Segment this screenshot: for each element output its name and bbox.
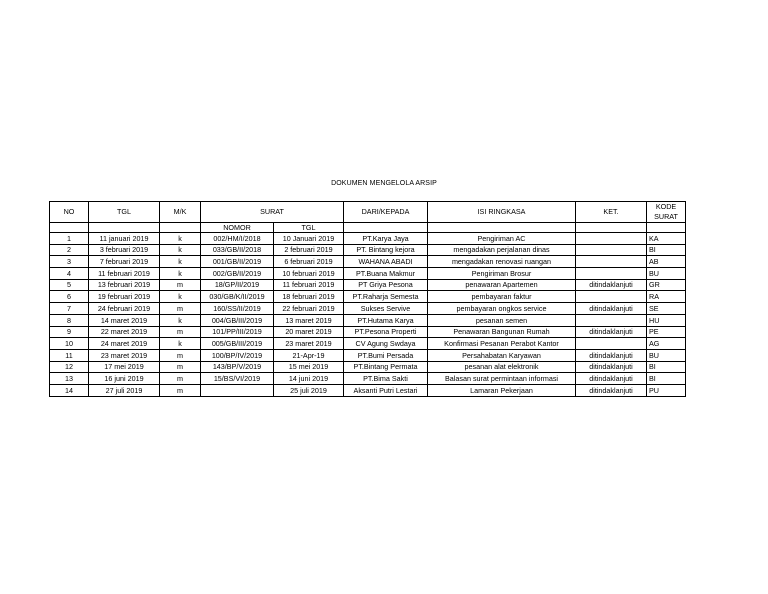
subheader-empty <box>160 223 201 233</box>
cell-dari-kepada: Aksanti Putri Lestari <box>344 384 428 396</box>
cell-tgl: 19 februari 2019 <box>89 291 160 303</box>
cell-dari-kepada: PT.Karya Jaya <box>344 233 428 245</box>
cell-tgl: 11 januari 2019 <box>89 233 160 245</box>
cell-mk: k <box>160 244 201 256</box>
subheader-empty <box>344 223 428 233</box>
cell-isi-ringkasa: mengadakan renovasi ruangan <box>428 256 576 268</box>
cell-surat-tgl: 11 februari 2019 <box>274 279 344 291</box>
cell-tgl: 13 februari 2019 <box>89 279 160 291</box>
cell-tgl: 11 februari 2019 <box>89 268 160 280</box>
cell-kode-surat: RA <box>647 291 686 303</box>
subheader-empty <box>50 223 89 233</box>
cell-ket <box>576 244 647 256</box>
subheader-empty <box>647 223 686 233</box>
cell-mk: k <box>160 268 201 280</box>
cell-surat-tgl: 10 Januari 2019 <box>274 233 344 245</box>
cell-kode-surat: PE <box>647 326 686 338</box>
cell-mk: k <box>160 338 201 350</box>
table-row <box>50 279 686 291</box>
cell-surat-tgl: 2 februari 2019 <box>274 244 344 256</box>
table-row <box>50 373 686 385</box>
cell-kode-surat: AB <box>647 256 686 268</box>
cell-nomor: 100/BP/IV/2019 <box>201 349 274 361</box>
cell-nomor: 004/GB/III/2019 <box>201 314 274 326</box>
table-row <box>50 384 686 396</box>
cell-tgl: 24 maret 2019 <box>89 338 160 350</box>
cell-nomor: 030/GB/K/II/2019 <box>201 291 274 303</box>
cell-tgl: 27 juli 2019 <box>89 384 160 396</box>
cell-ket: ditindaklanjuti <box>576 349 647 361</box>
cell-ket <box>576 314 647 326</box>
cell-nomor: 101/PP/III/2019 <box>201 326 274 338</box>
cell-ket: ditindaklanjuti <box>576 303 647 315</box>
cell-mk: m <box>160 279 201 291</box>
cell-dari-kepada: WAHANA ABADI <box>344 256 428 268</box>
table-row <box>50 244 686 256</box>
cell-tgl: 16 juni 2019 <box>89 373 160 385</box>
cell-isi-ringkasa: Konfirmasi Pesanan Perabot Kantor <box>428 338 576 350</box>
cell-no: 7 <box>50 303 89 315</box>
cell-ket: ditindaklanjuti <box>576 326 647 338</box>
cell-no: 14 <box>50 384 89 396</box>
cell-isi-ringkasa: Persahabatan Karyawan <box>428 349 576 361</box>
cell-ket: ditindaklanjuti <box>576 384 647 396</box>
header-surat: SURAT <box>201 202 344 223</box>
cell-surat-tgl: 6 februari 2019 <box>274 256 344 268</box>
table-row <box>50 361 686 373</box>
table-row <box>50 349 686 361</box>
table-row <box>50 303 686 315</box>
cell-kode-surat: AG <box>647 338 686 350</box>
cell-isi-ringkasa: pembayaran faktur <box>428 291 576 303</box>
cell-no: 10 <box>50 338 89 350</box>
cell-nomor: 033/GB/II/2018 <box>201 244 274 256</box>
cell-kode-surat: BI <box>647 373 686 385</box>
cell-dari-kepada: PT.Raharja Semesta <box>344 291 428 303</box>
cell-ket <box>576 256 647 268</box>
cell-dari-kepada: PT.Bintang Permata <box>344 361 428 373</box>
cell-ket <box>576 268 647 280</box>
cell-kode-surat: PU <box>647 384 686 396</box>
cell-isi-ringkasa: pembayaran ongkos service <box>428 303 576 315</box>
cell-no: 11 <box>50 349 89 361</box>
cell-isi-ringkasa: Pengiriman AC <box>428 233 576 245</box>
cell-kode-surat: BU <box>647 349 686 361</box>
document-title: DOKUMEN MENGELOLA ARSIP <box>331 180 437 187</box>
cell-kode-surat: BI <box>647 244 686 256</box>
cell-nomor: 18/GP/II/2019 <box>201 279 274 291</box>
cell-tgl: 17 mei 2019 <box>89 361 160 373</box>
cell-surat-tgl: 13 maret 2019 <box>274 314 344 326</box>
table-row <box>50 256 686 268</box>
subheader-empty <box>89 223 160 233</box>
cell-kode-surat: KA <box>647 233 686 245</box>
cell-tgl: 7 februari 2019 <box>89 256 160 268</box>
cell-nomor <box>201 384 274 396</box>
cell-tgl: 3 februari 2019 <box>89 244 160 256</box>
cell-dari-kepada: Sukses Servive <box>344 303 428 315</box>
table-row <box>50 291 686 303</box>
subheader-empty <box>576 223 647 233</box>
cell-dari-kepada: PT. Bintang kejora <box>344 244 428 256</box>
table-row <box>50 338 686 350</box>
cell-nomor: 005/GB/III/2019 <box>201 338 274 350</box>
cell-dari-kepada: PT.Bima Sakti <box>344 373 428 385</box>
cell-nomor: 002/HM/I/2018 <box>201 233 274 245</box>
header-surat-tgl: TGL <box>274 223 344 233</box>
cell-kode-surat: BI <box>647 361 686 373</box>
cell-no: 3 <box>50 256 89 268</box>
header-nomor: NOMOR <box>201 223 274 233</box>
cell-no: 12 <box>50 361 89 373</box>
cell-ket <box>576 291 647 303</box>
table-row <box>50 326 686 338</box>
cell-isi-ringkasa: Balasan surat permintaan informasi <box>428 373 576 385</box>
cell-mk: m <box>160 303 201 315</box>
header-row <box>50 202 686 223</box>
cell-no: 9 <box>50 326 89 338</box>
cell-surat-tgl: 22 februari 2019 <box>274 303 344 315</box>
header-kode-line2: SURAT <box>654 212 678 221</box>
cell-mk: m <box>160 326 201 338</box>
header-kode-surat <box>647 202 686 223</box>
cell-dari-kepada: PT.Bumi Persada <box>344 349 428 361</box>
cell-isi-ringkasa: Penawaran Bangunan Rumah <box>428 326 576 338</box>
cell-surat-tgl: 15 mei 2019 <box>274 361 344 373</box>
cell-isi-ringkasa: mengadakan perjalanan dinas <box>428 244 576 256</box>
cell-dari-kepada: PT.Hutama Karya <box>344 314 428 326</box>
cell-no: 6 <box>50 291 89 303</box>
cell-mk: m <box>160 361 201 373</box>
cell-surat-tgl: 18 februari 2019 <box>274 291 344 303</box>
cell-tgl: 22 maret 2019 <box>89 326 160 338</box>
cell-surat-tgl: 25 juli 2019 <box>274 384 344 396</box>
cell-nomor: 002/GB/II/2019 <box>201 268 274 280</box>
cell-surat-tgl: 14 juni 2019 <box>274 373 344 385</box>
table-row <box>50 233 686 245</box>
cell-nomor: 001/GB/II/2019 <box>201 256 274 268</box>
subheader-empty <box>428 223 576 233</box>
cell-surat-tgl: 23 maret 2019 <box>274 338 344 350</box>
cell-mk: k <box>160 314 201 326</box>
cell-mk: k <box>160 256 201 268</box>
cell-kode-surat: SE <box>647 303 686 315</box>
archive-table <box>49 201 686 397</box>
cell-ket: ditindaklanjuti <box>576 361 647 373</box>
cell-surat-tgl: 21-Apr-19 <box>274 349 344 361</box>
cell-mk: m <box>160 349 201 361</box>
cell-mk: m <box>160 373 201 385</box>
cell-ket <box>576 233 647 245</box>
cell-isi-ringkasa: pesanan semen <box>428 314 576 326</box>
cell-ket: ditindaklanjuti <box>576 279 647 291</box>
cell-nomor: 15/BS/VI/2019 <box>201 373 274 385</box>
cell-kode-surat: HU <box>647 314 686 326</box>
table-row <box>50 314 686 326</box>
cell-dari-kepada: CV Agung Swdaya <box>344 338 428 350</box>
cell-isi-ringkasa: Pengiriman Brosur <box>428 268 576 280</box>
cell-tgl: 23 maret 2019 <box>89 349 160 361</box>
cell-isi-ringkasa: penawaran Apartemen <box>428 279 576 291</box>
cell-dari-kepada: PT.Pesona Properti <box>344 326 428 338</box>
cell-no: 1 <box>50 233 89 245</box>
cell-dari-kepada: PT Griya Pesona <box>344 279 428 291</box>
cell-surat-tgl: 10 februari 2019 <box>274 268 344 280</box>
cell-no: 5 <box>50 279 89 291</box>
header-ket: KET. <box>576 202 647 223</box>
cell-mk: k <box>160 291 201 303</box>
cell-no: 13 <box>50 373 89 385</box>
cell-mk: m <box>160 384 201 396</box>
table-body <box>50 233 686 397</box>
cell-no: 8 <box>50 314 89 326</box>
cell-tgl: 14 maret 2019 <box>89 314 160 326</box>
cell-tgl: 24 februari 2019 <box>89 303 160 315</box>
cell-nomor: 160/SS/II/2019 <box>201 303 274 315</box>
header-tgl: TGL <box>89 202 160 223</box>
cell-dari-kepada: PT.Buana Makmur <box>344 268 428 280</box>
cell-surat-tgl: 20 maret 2019 <box>274 326 344 338</box>
cell-isi-ringkasa: pesanan alat elektronik <box>428 361 576 373</box>
cell-no: 2 <box>50 244 89 256</box>
header-isi-ringkasa: ISI RINGKASA <box>428 202 576 223</box>
cell-no: 4 <box>50 268 89 280</box>
header-dari-kepada: DARI/KEPADA <box>344 202 428 223</box>
cell-mk: k <box>160 233 201 245</box>
cell-isi-ringkasa: Lamaran Pekerjaan <box>428 384 576 396</box>
cell-nomor: 143/BP/V/2019 <box>201 361 274 373</box>
table-row <box>50 268 686 280</box>
cell-kode-surat: GR <box>647 279 686 291</box>
cell-ket: ditindaklanjuti <box>576 373 647 385</box>
header-kode-line1: KODE <box>655 202 677 212</box>
header-no: NO <box>50 202 89 223</box>
header-mk: M/K <box>160 202 201 223</box>
subheader-row <box>50 223 686 233</box>
cell-ket <box>576 338 647 350</box>
cell-kode-surat: BU <box>647 268 686 280</box>
